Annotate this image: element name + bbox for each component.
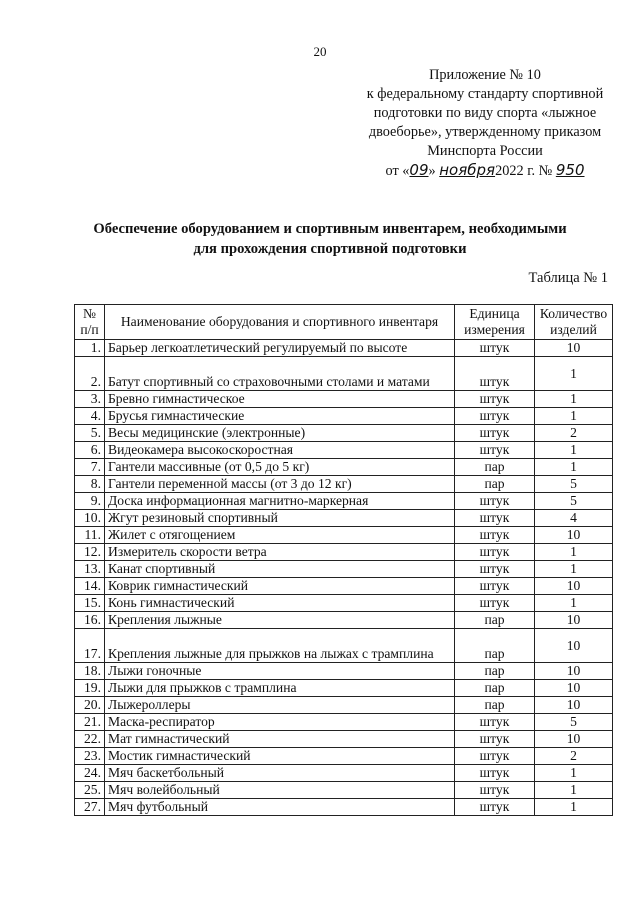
cell-qty: 1	[535, 799, 613, 816]
cell-name: Барьер легкоатлетический регулируемый по высоте	[105, 340, 455, 357]
table-row	[75, 391, 613, 408]
table-body	[75, 340, 613, 816]
table-row	[75, 799, 613, 816]
date-year: 2022 г. №	[495, 163, 553, 179]
cell-qty: 2	[535, 425, 613, 442]
table-row	[75, 765, 613, 782]
cell-unit: штук	[455, 527, 535, 544]
cell-name: Маска-респиратор	[105, 714, 455, 731]
cell-unit: пар	[455, 697, 535, 714]
cell-qty: 1	[535, 595, 613, 612]
cell-qty: 10	[535, 527, 613, 544]
title-line: Обеспечение оборудованием и спортивным инвентарем, необходимыми	[93, 221, 567, 237]
cell-name: Весы медицинские (электронные)	[105, 425, 455, 442]
cell-num: 2.	[75, 357, 105, 391]
cell-qty: 1	[535, 459, 613, 476]
table-row	[75, 578, 613, 595]
title-line: для прохождения спортивной подготовки	[193, 241, 467, 257]
table-row	[75, 561, 613, 578]
cell-num: 1.	[75, 340, 105, 357]
table-row	[75, 697, 613, 714]
appendix-line: Приложение № 10	[429, 67, 541, 83]
appendix-line: Минспорта России	[427, 143, 543, 159]
cell-unit: штук	[455, 544, 535, 561]
cell-unit: штук	[455, 357, 535, 391]
cell-qty: 10	[535, 629, 613, 663]
header-qty: Количество изделий	[535, 305, 613, 340]
cell-qty: 1	[535, 561, 613, 578]
cell-unit: пар	[455, 612, 535, 629]
date-mid: »	[428, 163, 436, 179]
cell-name: Лыжероллеры	[105, 697, 455, 714]
cell-qty: 10	[535, 663, 613, 680]
cell-num: 10.	[75, 510, 105, 527]
document-title	[60, 219, 600, 259]
cell-name: Крепления лыжные	[105, 612, 455, 629]
cell-unit: штук	[455, 578, 535, 595]
equipment-table	[74, 304, 613, 816]
cell-name: Видеокамера высокоскоростная	[105, 442, 455, 459]
cell-unit: штук	[455, 561, 535, 578]
cell-num: 17.	[75, 629, 105, 663]
date-prefix: от «	[385, 163, 410, 179]
table-row	[75, 493, 613, 510]
cell-unit: пар	[455, 476, 535, 493]
table-row	[75, 748, 613, 765]
cell-name: Мостик гимнастический	[105, 748, 455, 765]
cell-name: Коврик гимнастический	[105, 578, 455, 595]
cell-unit: штук	[455, 442, 535, 459]
table-row	[75, 714, 613, 731]
cell-num: 11.	[75, 527, 105, 544]
appendix-line: подготовки по виду спорта «лыжное	[373, 105, 597, 121]
cell-unit: штук	[455, 731, 535, 748]
cell-qty: 1	[535, 391, 613, 408]
cell-num: 7.	[75, 459, 105, 476]
cell-qty: 2	[535, 748, 613, 765]
cell-qty: 10	[535, 731, 613, 748]
cell-num: 6.	[75, 442, 105, 459]
cell-num: 22.	[75, 731, 105, 748]
cell-unit: пар	[455, 459, 535, 476]
cell-unit: штук	[455, 391, 535, 408]
cell-unit: штук	[455, 340, 535, 357]
table-row	[75, 612, 613, 629]
cell-name: Брусья гимнастические	[105, 408, 455, 425]
cell-name: Измеритель скорости ветра	[105, 544, 455, 561]
cell-unit: штук	[455, 714, 535, 731]
cell-name: Гантели переменной массы (от 3 до 12 кг)	[105, 476, 455, 493]
cell-name: Гантели массивные (от 0,5 до 5 кг)	[105, 459, 455, 476]
table-row	[75, 731, 613, 748]
cell-unit: пар	[455, 629, 535, 663]
cell-num: 14.	[75, 578, 105, 595]
cell-num: 8.	[75, 476, 105, 493]
cell-name: Крепления лыжные для прыжков на лыжах с трамплина	[105, 629, 455, 663]
cell-qty: 1	[535, 765, 613, 782]
table-row	[75, 425, 613, 442]
cell-name: Канат спортивный	[105, 561, 455, 578]
table-row	[75, 629, 613, 663]
cell-qty: 5	[535, 714, 613, 731]
appendix-date-line	[335, 161, 635, 181]
table-row	[75, 510, 613, 527]
cell-name: Мат гимнастический	[105, 731, 455, 748]
cell-name: Доска информационная магнитно-маркерная	[105, 493, 455, 510]
table-row	[75, 408, 613, 425]
cell-name: Бревно гимнастическое	[105, 391, 455, 408]
handwritten-order-number: 950	[555, 161, 585, 179]
handwritten-day: 09	[409, 161, 429, 179]
cell-num: 13.	[75, 561, 105, 578]
cell-qty: 5	[535, 493, 613, 510]
appendix-block	[335, 66, 635, 181]
page-number: 20	[313, 44, 327, 59]
cell-qty: 10	[535, 340, 613, 357]
header-unit: Единица измерения	[455, 305, 535, 340]
table-row	[75, 476, 613, 493]
cell-qty: 1	[535, 357, 613, 391]
table-label: Таблица № 1	[528, 270, 608, 286]
cell-name: Батут спортивный со страховочными столами и матами	[105, 357, 455, 391]
cell-name: Мяч баскетбольный	[105, 765, 455, 782]
cell-unit: пар	[455, 680, 535, 697]
cell-num: 25.	[75, 782, 105, 799]
cell-num: 15.	[75, 595, 105, 612]
cell-qty: 10	[535, 578, 613, 595]
cell-qty: 5	[535, 476, 613, 493]
cell-qty: 1	[535, 782, 613, 799]
table-row	[75, 442, 613, 459]
cell-unit: штук	[455, 408, 535, 425]
table-row	[75, 340, 613, 357]
table-row	[75, 680, 613, 697]
cell-unit: штук	[455, 799, 535, 816]
cell-name: Лыжи для прыжков с трамплина	[105, 680, 455, 697]
cell-unit: штук	[455, 493, 535, 510]
cell-num: 20.	[75, 697, 105, 714]
cell-qty: 10	[535, 697, 613, 714]
cell-unit: пар	[455, 663, 535, 680]
cell-name: Мяч волейбольный	[105, 782, 455, 799]
cell-num: 27.	[75, 799, 105, 816]
cell-qty: 1	[535, 544, 613, 561]
cell-name: Жгут резиновый спортивный	[105, 510, 455, 527]
appendix-line: двоеборье», утвержденному приказом	[368, 124, 602, 140]
table-row	[75, 663, 613, 680]
table-row	[75, 459, 613, 476]
cell-num: 18.	[75, 663, 105, 680]
appendix-line: к федеральному стандарту спортивной	[366, 86, 604, 102]
cell-num: 16.	[75, 612, 105, 629]
cell-qty: 4	[535, 510, 613, 527]
cell-num: 5.	[75, 425, 105, 442]
cell-num: 4.	[75, 408, 105, 425]
cell-qty: 1	[535, 442, 613, 459]
cell-num: 12.	[75, 544, 105, 561]
cell-num: 9.	[75, 493, 105, 510]
cell-qty: 10	[535, 680, 613, 697]
cell-name: Мяч футбольный	[105, 799, 455, 816]
cell-unit: штук	[455, 765, 535, 782]
cell-unit: штук	[455, 510, 535, 527]
cell-num: 24.	[75, 765, 105, 782]
cell-name: Конь гимнастический	[105, 595, 455, 612]
cell-unit: штук	[455, 425, 535, 442]
table-row	[75, 527, 613, 544]
cell-qty: 10	[535, 612, 613, 629]
cell-unit: штук	[455, 748, 535, 765]
handwritten-month: ноября	[439, 161, 496, 179]
cell-num: 3.	[75, 391, 105, 408]
cell-unit: штук	[455, 595, 535, 612]
cell-name: Лыжи гоночные	[105, 663, 455, 680]
table-header-row	[75, 305, 613, 340]
header-num: № п/п	[75, 305, 105, 340]
header-name: Наименование оборудования и спортивного инвентаря	[105, 305, 455, 340]
table-row	[75, 544, 613, 561]
table-row	[75, 595, 613, 612]
table-row	[75, 357, 613, 391]
cell-unit: штук	[455, 782, 535, 799]
table-row	[75, 782, 613, 799]
cell-num: 19.	[75, 680, 105, 697]
cell-num: 21.	[75, 714, 105, 731]
cell-name: Жилет с отягощением	[105, 527, 455, 544]
cell-qty: 1	[535, 408, 613, 425]
cell-num: 23.	[75, 748, 105, 765]
